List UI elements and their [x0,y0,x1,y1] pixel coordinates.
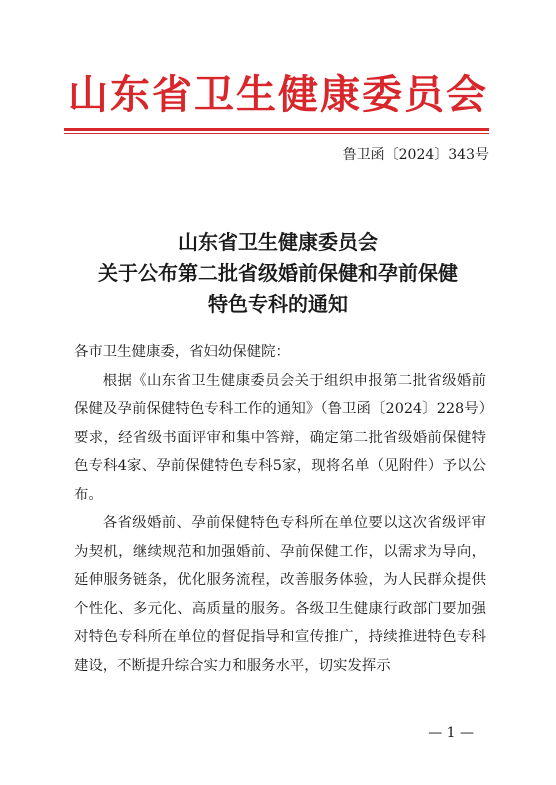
issuer-title: 山东省卫生健康委员会 [68,72,488,117]
salutation: 各市卫生健康委，省妇幼保健院： [74,344,290,360]
document-heading [0,227,556,320]
heading-line: 特色专科的通知 [208,292,348,316]
body-paragraph: 各省级婚前、孕前保健特色专科所在单位要以这次省级评审为契机，继续规范和加强婚前、孕前保健工作，以需求为导向，延伸服务链条，优化服务流程，改善服务体验，为人民群众提供个性化、多元化、高质量的服务。各级卫生健康行政部门要加强对特色专科所在单位的督促指导和宣传推广，持续推进特色专科建设，不断提升综合实力和服务水平，切实发挥示 [74,515,486,674]
document-body [74,338,486,680]
page-number: — 1 — [428,725,474,741]
red-header-rule [64,128,489,131]
body-paragraph: 根据《山东省卫生健康委员会关于组织申报第二批省级婚前保健及孕前保健特色专科工作的通知》（鲁卫函〔2024〕228号）要求，经省级书面评审和集中答辩，确定第二批省级婚前保健特色专科4家、孕前保健特色专科5家，现将名单（见附件）予以公布。 [74,372,486,503]
document-number: 鲁卫函〔2024〕343号 [342,147,489,163]
heading-line: 山东省卫生健康委员会 [178,230,378,254]
red-header-rule-thin [64,133,489,134]
heading-line: 关于公布第二批省级婚前保健和孕前保健 [98,261,458,285]
